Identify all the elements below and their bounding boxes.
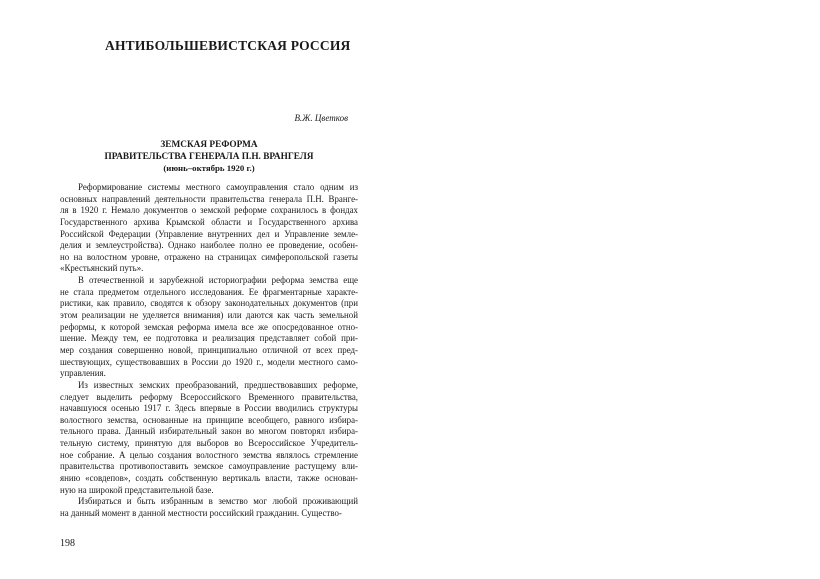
article-body <box>60 182 358 520</box>
body-line: ную на широкой представительной базе. <box>60 484 214 495</box>
body-line: Избираться и быть избранным в земство мог любой проживающий <box>78 496 358 507</box>
running-header: АНТИБОЛЬШЕВИСТСКАЯ РОССИЯ <box>105 38 351 53</box>
body-line: тельного права. Данный избирательный закон во многом повторял избира- <box>60 426 358 437</box>
body-line: Российской Федерации (Управление внутренних дел и Управление земле- <box>60 228 358 239</box>
body-line: не стала предметом отдельного исследования. Ее фрагментарные характе- <box>60 286 358 297</box>
body-line: но на волостном уровне, отражено на страницах симферопольской газеты <box>60 251 358 262</box>
body-line: этом реализации не уделяется внимания) или даются как часть земельной <box>60 310 358 321</box>
body-line: на данный момент в данной местности российский гражданин. Существо- <box>60 507 342 518</box>
body-line: янию «совдепов», создать собственную вертикаль власти, также основан- <box>60 473 358 484</box>
page-number: 198 <box>60 538 75 549</box>
body-line: тельную систему, принятую для выборов во Всероссийское Учредитель- <box>60 438 358 449</box>
author-name: В.Ж. Цветков <box>294 113 348 123</box>
body-line: управления. <box>60 368 106 379</box>
body-line: ристики, как правило, сводятся к обзору законодательных документов (при <box>60 298 358 309</box>
body-line: Государственного архива Крымской области и Государственного архива <box>60 216 358 227</box>
body-line: шествующих, существовавших в России до 1920 г., модели местного само- <box>60 356 358 367</box>
article-title-block <box>60 140 358 175</box>
body-line: следует выделить реформу Всероссийского Временного правительства, <box>60 391 358 402</box>
body-line: Реформирование системы местного самоуправления стало одним из <box>78 182 358 192</box>
body-line: основных направлений деятельности правительства генерала П.Н. Вранге- <box>60 193 358 204</box>
article-title-line-2: ПРАВИТЕЛЬСТВА ГЕНЕРАЛА П.Н. ВРАНГЕЛЯ <box>104 151 314 162</box>
article-title-dates: (июнь–октябрь 1920 г.) <box>163 163 255 174</box>
body-line: Из известных земских преобразований, предшествовавших реформе, <box>78 379 358 390</box>
body-line: реформы, к которой земская реформа имела все же опосредованное отно- <box>60 321 358 332</box>
body-line: делия и землеустройства). Однако наиболее полно ее проведение, особен- <box>60 240 358 251</box>
article-title-line-1: ЗЕМСКАЯ РЕФОРМА <box>160 140 258 150</box>
body-line: мер создания совершенно новой, принципиально отличной от всех пред- <box>60 344 358 355</box>
body-paragraph <box>60 275 358 380</box>
body-paragraph <box>60 182 358 275</box>
body-line: ля в 1920 г. Немало документов о земской реформе сохранилось в фондах <box>60 205 358 216</box>
body-paragraph <box>60 380 358 496</box>
body-line: В отечественной и зарубежной историографии реформа земства еще <box>78 275 358 286</box>
body-paragraph <box>60 496 358 519</box>
body-line: волостного земства, основанные на принципе всеобщего, равного избира- <box>60 414 358 425</box>
body-line: «Крестьянский путь». <box>60 263 144 274</box>
body-line: ное собрание. А целью создания волостного земства являлось стремление <box>60 449 358 460</box>
body-line: правительства противопоставить земское самоуправление растущему вли- <box>60 461 358 472</box>
body-line: шение. Между тем, ее подготовка и реализация представляет собой при- <box>60 333 358 344</box>
body-line: начавшуюся осенью 1917 г. Здесь впервые в России вводились структуры <box>60 403 358 414</box>
